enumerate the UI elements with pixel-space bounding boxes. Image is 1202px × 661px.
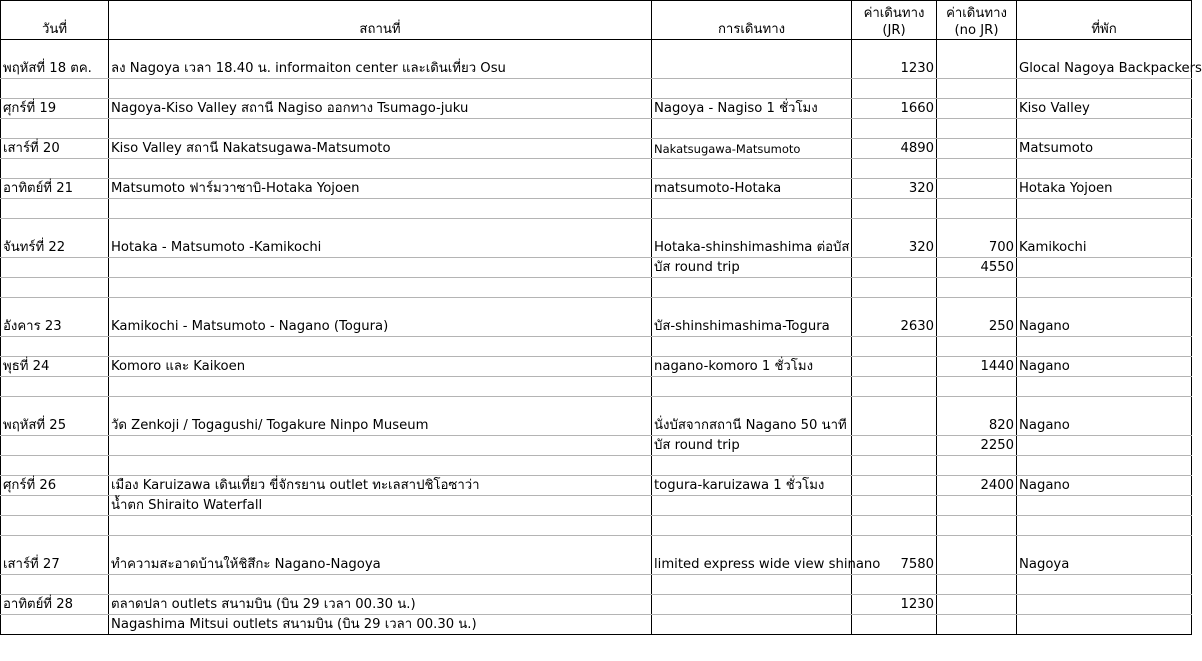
- cell-cost-nojr[interactable]: [937, 595, 1017, 615]
- cell-travel[interactable]: matsumoto-Hotaka: [652, 179, 852, 199]
- cell-day[interactable]: พฤหัสที่ 25: [1, 397, 109, 436]
- cell-stay[interactable]: Kiso Valley: [1017, 99, 1192, 119]
- table-row: [1, 377, 1192, 397]
- cell-cost-jr[interactable]: 4890: [852, 139, 937, 159]
- table-row: [1, 436, 1192, 456]
- cell-travel[interactable]: [652, 496, 852, 516]
- cell-place[interactable]: [109, 436, 652, 456]
- cell-cost-nojr[interactable]: [937, 40, 1017, 79]
- cell-place[interactable]: Matsumoto ฟาร์มวาซาบิ-Hotaka Yojoen: [109, 179, 652, 199]
- cell-cost-jr[interactable]: [852, 278, 937, 298]
- cell-stay[interactable]: Nagoya: [1017, 536, 1192, 575]
- cell-stay[interactable]: Glocal Nagoya Backpackers: [1017, 40, 1192, 79]
- header-place: สถานที่: [109, 1, 652, 40]
- cell-cost-jr[interactable]: [852, 199, 937, 219]
- cell-cost-nojr[interactable]: [937, 179, 1017, 199]
- table-row: [1, 456, 1192, 476]
- cell-stay[interactable]: [1017, 79, 1192, 99]
- cell-cost-jr[interactable]: 2630: [852, 298, 937, 337]
- cell-cost-jr[interactable]: [852, 615, 937, 635]
- cell-day[interactable]: [1, 496, 109, 516]
- cell-travel[interactable]: [652, 516, 852, 536]
- table-row: [1, 476, 1192, 496]
- table-row: [1, 357, 1192, 377]
- cell-stay[interactable]: Hotaka Yojoen: [1017, 179, 1192, 199]
- cell-cost-nojr[interactable]: 250: [937, 298, 1017, 337]
- cell-cost-jr[interactable]: [852, 377, 937, 397]
- cell-travel[interactable]: [652, 278, 852, 298]
- cell-stay[interactable]: [1017, 436, 1192, 456]
- cell-stay[interactable]: [1017, 456, 1192, 476]
- table-row: [1, 219, 1192, 258]
- cell-travel[interactable]: [652, 40, 852, 79]
- cell-place[interactable]: [109, 575, 652, 595]
- cell-day[interactable]: อังคาร 23: [1, 298, 109, 337]
- cell-travel[interactable]: Nakatsugawa-Matsumoto: [652, 139, 852, 159]
- cell-stay[interactable]: [1017, 595, 1192, 615]
- cell-day[interactable]: [1, 575, 109, 595]
- cell-cost-nojr[interactable]: 2400: [937, 476, 1017, 496]
- cell-travel[interactable]: [652, 159, 852, 179]
- cell-day[interactable]: ศุกร์ที่ 19: [1, 99, 109, 119]
- cell-cost-jr[interactable]: [852, 337, 937, 357]
- cell-cost-jr[interactable]: [852, 456, 937, 476]
- cell-cost-jr[interactable]: [852, 436, 937, 456]
- cell-day[interactable]: [1, 337, 109, 357]
- cell-cost-jr[interactable]: [852, 357, 937, 377]
- cell-place[interactable]: [109, 258, 652, 278]
- cell-day[interactable]: [1, 79, 109, 99]
- cell-cost-nojr[interactable]: [937, 575, 1017, 595]
- header-day: วันที่: [1, 1, 109, 40]
- cell-day[interactable]: [1, 119, 109, 139]
- cell-cost-nojr[interactable]: [937, 278, 1017, 298]
- cell-place[interactable]: ทำความสะอาดบ้านให้ชิสึกะ Nagano-Nagoya: [109, 536, 652, 575]
- cell-day[interactable]: [1, 516, 109, 536]
- cell-day[interactable]: เสาร์ที่ 27: [1, 536, 109, 575]
- cell-cost-nojr[interactable]: [937, 119, 1017, 139]
- cell-stay[interactable]: [1017, 575, 1192, 595]
- cell-stay[interactable]: [1017, 278, 1192, 298]
- table-row: [1, 99, 1192, 119]
- cell-stay[interactable]: Nagano: [1017, 397, 1192, 436]
- cell-day[interactable]: พฤหัสที่ 18 ตค.: [1, 40, 109, 79]
- table-row: [1, 159, 1192, 179]
- cell-place[interactable]: [109, 199, 652, 219]
- cell-stay[interactable]: [1017, 615, 1192, 635]
- cell-stay[interactable]: [1017, 258, 1192, 278]
- table-row: [1, 79, 1192, 99]
- cell-stay[interactable]: Nagano: [1017, 298, 1192, 337]
- cell-cost-jr[interactable]: [852, 397, 937, 436]
- cell-day[interactable]: ศุกร์ที่ 26: [1, 476, 109, 496]
- table-row: [1, 516, 1192, 536]
- cell-cost-nojr[interactable]: 2250: [937, 436, 1017, 456]
- cell-cost-jr[interactable]: [852, 575, 937, 595]
- cell-cost-nojr[interactable]: [937, 159, 1017, 179]
- cell-cost-nojr[interactable]: [937, 377, 1017, 397]
- cell-day[interactable]: เสาร์ที่ 20: [1, 139, 109, 159]
- cell-travel[interactable]: [652, 456, 852, 476]
- cell-travel[interactable]: [652, 595, 852, 615]
- cell-day[interactable]: [1, 159, 109, 179]
- cell-place[interactable]: [109, 119, 652, 139]
- cell-cost-jr[interactable]: 1660: [852, 99, 937, 119]
- cell-travel[interactable]: nagano-komoro 1 ชั่วโมง: [652, 357, 852, 377]
- table-row: [1, 278, 1192, 298]
- cell-cost-jr[interactable]: [852, 159, 937, 179]
- cell-cost-nojr[interactable]: [937, 139, 1017, 159]
- cell-cost-jr[interactable]: [852, 258, 937, 278]
- cell-place[interactable]: Kamikochi - Matsumoto - Nagano (Togura): [109, 298, 652, 337]
- cell-travel[interactable]: นั่งบัสจากสถานี Nagano 50 นาที: [652, 397, 852, 436]
- cell-cost-nojr[interactable]: 1440: [937, 357, 1017, 377]
- header-cost-nojr: ค่าเดินทาง (no JR): [937, 1, 1017, 40]
- cell-cost-jr[interactable]: [852, 476, 937, 496]
- cell-cost-jr[interactable]: [852, 496, 937, 516]
- table-row: [1, 536, 1192, 575]
- cell-travel[interactable]: บัส round trip: [652, 258, 852, 278]
- cell-cost-nojr[interactable]: [937, 615, 1017, 635]
- table-row: [1, 119, 1192, 139]
- cell-cost-jr[interactable]: 320: [852, 179, 937, 199]
- cell-day[interactable]: [1, 436, 109, 456]
- cell-place[interactable]: Komoro และ Kaikoen: [109, 357, 652, 377]
- cell-place[interactable]: [109, 278, 652, 298]
- cell-travel[interactable]: บัส-shinshimashima-Togura: [652, 298, 852, 337]
- cell-cost-jr[interactable]: 1230: [852, 595, 937, 615]
- cell-stay[interactable]: Nagano: [1017, 476, 1192, 496]
- cell-travel[interactable]: [652, 615, 852, 635]
- cell-place[interactable]: [109, 377, 652, 397]
- cell-travel[interactable]: [652, 377, 852, 397]
- cell-place[interactable]: Nagoya-Kiso Valley สถานี Nagiso ออกทาง Tsumago-juku: [109, 99, 652, 119]
- table-row: [1, 298, 1192, 337]
- cell-place[interactable]: [109, 337, 652, 357]
- cell-travel[interactable]: limited express wide view shinano: [652, 536, 852, 575]
- table-row: [1, 179, 1192, 199]
- cell-day[interactable]: อาทิตย์ที่ 28: [1, 595, 109, 615]
- header-travel: การเดินทาง: [652, 1, 852, 40]
- cell-cost-nojr[interactable]: [937, 516, 1017, 536]
- cell-cost-nojr[interactable]: 820: [937, 397, 1017, 436]
- table-row: [1, 40, 1192, 79]
- cell-day[interactable]: [1, 615, 109, 635]
- cell-place[interactable]: น้ำตก Shiraito Waterfall: [109, 496, 652, 516]
- cell-stay[interactable]: [1017, 159, 1192, 179]
- cell-place[interactable]: Kiso Valley สถานี Nakatsugawa-Matsumoto: [109, 139, 652, 159]
- cell-place[interactable]: [109, 456, 652, 476]
- table-row: [1, 496, 1192, 516]
- cell-day[interactable]: [1, 456, 109, 476]
- cell-cost-nojr[interactable]: [937, 337, 1017, 357]
- cell-place[interactable]: เมือง Karuizawa เดินเที่ยว ขี่จักรยาน outlet ทะเลสาปชิโอซาว่า: [109, 476, 652, 496]
- cell-day[interactable]: [1, 377, 109, 397]
- cell-day[interactable]: อาทิตย์ที่ 21: [1, 179, 109, 199]
- cell-place[interactable]: Hotaka - Matsumoto -Kamikochi: [109, 219, 652, 258]
- table-row: [1, 397, 1192, 436]
- cell-place[interactable]: ตลาดปลา outlets สนามบิน (บิน 29 เวลา 00.30 น.): [109, 595, 652, 615]
- cell-day[interactable]: [1, 278, 109, 298]
- cell-cost-jr[interactable]: [852, 516, 937, 536]
- cell-cost-jr[interactable]: 7580: [852, 536, 937, 575]
- table-row: [1, 337, 1192, 357]
- cell-day[interactable]: [1, 199, 109, 219]
- cell-stay[interactable]: [1017, 377, 1192, 397]
- cell-day[interactable]: จันทร์ที่ 22: [1, 219, 109, 258]
- cell-place[interactable]: ลง Nagoya เวลา 18.40 น. informaiton center และเดินเที่ยว Osu: [109, 40, 652, 79]
- cell-travel[interactable]: [652, 79, 852, 99]
- cell-cost-nojr[interactable]: 700: [937, 219, 1017, 258]
- cell-cost-nojr[interactable]: 4550: [937, 258, 1017, 278]
- cell-cost-jr[interactable]: 320: [852, 219, 937, 258]
- cell-stay[interactable]: [1017, 496, 1192, 516]
- cell-cost-jr[interactable]: [852, 79, 937, 99]
- cell-cost-nojr[interactable]: [937, 456, 1017, 476]
- cell-place[interactable]: [109, 516, 652, 536]
- table-row: [1, 199, 1192, 219]
- cell-place[interactable]: วัด Zenkoji / Togagushi/ Togakure Ninpo Museum: [109, 397, 652, 436]
- cell-cost-nojr[interactable]: [937, 199, 1017, 219]
- cell-stay[interactable]: Matsumoto: [1017, 139, 1192, 159]
- cell-cost-nojr[interactable]: [937, 536, 1017, 575]
- table-row: [1, 615, 1192, 635]
- table-row: [1, 258, 1192, 278]
- cell-cost-jr[interactable]: 1230: [852, 40, 937, 79]
- cell-stay[interactable]: [1017, 337, 1192, 357]
- cell-stay[interactable]: [1017, 516, 1192, 536]
- cell-travel[interactable]: [652, 199, 852, 219]
- cell-travel[interactable]: togura-karuizawa 1 ชั่วโมง: [652, 476, 852, 496]
- cell-travel[interactable]: [652, 337, 852, 357]
- cell-travel[interactable]: บัส round trip: [652, 436, 852, 456]
- cell-travel[interactable]: [652, 575, 852, 595]
- cell-place[interactable]: Nagashima Mitsui outlets สนามบิน (บิน 29 เวลา 00.30 น.): [109, 615, 652, 635]
- table-row: [1, 595, 1192, 615]
- cell-place[interactable]: [109, 79, 652, 99]
- cell-stay[interactable]: Kamikochi: [1017, 219, 1192, 258]
- header-cost-jr: ค่าเดินทาง (JR): [852, 1, 937, 40]
- cell-travel[interactable]: Nagoya - Nagiso 1 ชั่วโมง: [652, 99, 852, 119]
- table-row: [1, 575, 1192, 595]
- cell-place[interactable]: [109, 159, 652, 179]
- cell-stay[interactable]: Nagano: [1017, 357, 1192, 377]
- cell-travel[interactable]: [652, 119, 852, 139]
- cell-stay[interactable]: [1017, 199, 1192, 219]
- header-stay: ที่พัก: [1017, 1, 1192, 40]
- cell-cost-jr[interactable]: [852, 119, 937, 139]
- cell-cost-nojr[interactable]: [937, 496, 1017, 516]
- cell-travel[interactable]: Hotaka-shinshimashima ต่อบัส: [652, 219, 852, 258]
- cell-day[interactable]: [1, 258, 109, 278]
- cell-day[interactable]: พุธที่ 24: [1, 357, 109, 377]
- cell-cost-nojr[interactable]: [937, 99, 1017, 119]
- table-row: [1, 139, 1192, 159]
- cell-stay[interactable]: [1017, 119, 1192, 139]
- cell-cost-nojr[interactable]: [937, 79, 1017, 99]
- header-row: [1, 1, 1192, 40]
